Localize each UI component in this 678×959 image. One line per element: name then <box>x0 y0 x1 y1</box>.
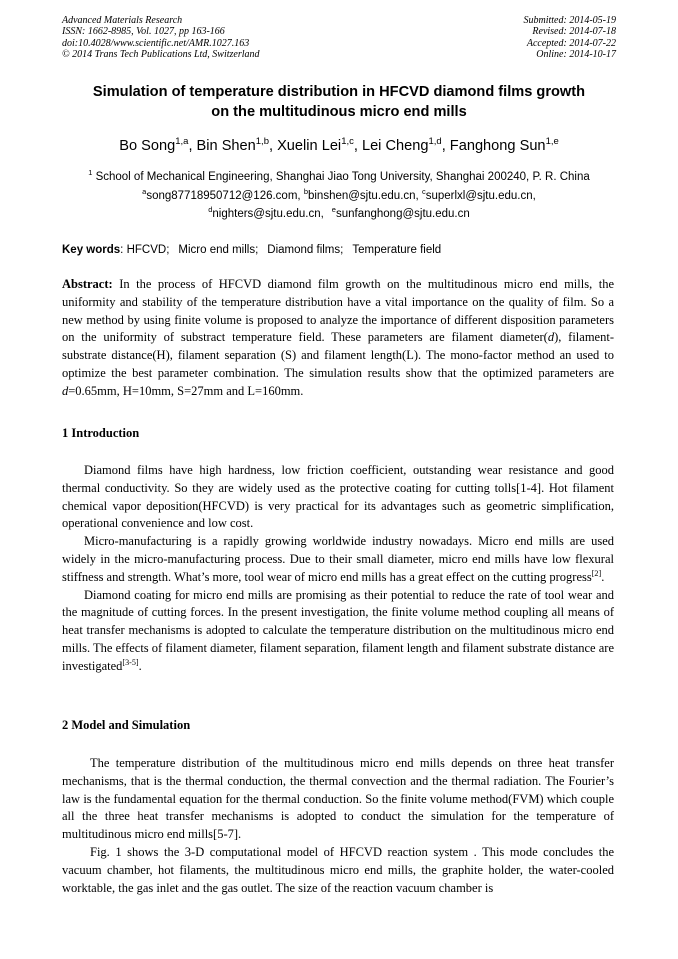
paragraph: The temperature distribution of the multitudinous micro end mills depends on three heat transfer mechanisms, that is the thermal conduction, the thermal convection and the thermal radiation. The Fourier’s law is the fundamental equation for the thermal conduction. So the finite volume method(FVM) which couple all the three heat transfer mechanisms is adopted to conduct the simulation for the temperature of multitudinous micro end mills[5-7]. <box>62 756 614 842</box>
abstract-text: =0.65mm, H=10mm, S=27mm and L=160mm. <box>68 383 304 398</box>
keyword: Temperature field <box>352 244 442 256</box>
citation: [3-5] <box>122 657 139 667</box>
paragraph-text: Diamond coating for micro end mills are promising as their potential to reduce the rate of tool wear and the magnitude of cutting forces. In the present investigation, the finite volume method coupling all means of heat transfer mechanisms is adopted to calculate the temperature distribution on the multitudinous micro end mills. The effects of filament diameter, filament separation, filament length and filament substrate distance are investigated <box>62 587 614 673</box>
author-affiliation-mark: 1,c <box>341 136 354 148</box>
author-affiliation-mark: 1,d <box>428 136 442 148</box>
email-link[interactable]: sunfanghong@sjtu.edu.cn <box>335 208 470 220</box>
affiliation <box>40 170 638 185</box>
paragraph: Fig. 1 shows the 3-D computational model of HFCVD reaction system . This mode concludes the vacuum chamber, hot filaments, the multitudinous micro end mills, the graphite holder, the water-cooled worktable, the gas inlet and the gas outlet. The size of the reaction vacuum chamber is <box>62 844 614 895</box>
journal-header <box>62 15 260 61</box>
model-body <box>62 755 614 897</box>
submitted-date: Submitted: 2014-05-19 <box>523 15 616 26</box>
abstract-symbol: d <box>62 383 69 398</box>
paper-title <box>40 82 638 122</box>
keyword: Diamond films; <box>267 244 344 256</box>
copyright-line: © 2014 Trans Tech Publications Ltd, Switzerland <box>62 49 260 61</box>
author-name: Bo Song <box>119 138 176 154</box>
paragraph-text: . <box>138 658 142 673</box>
abstract-text: ), filament-substrate distance(H), filament separation (S) and filament length(L). The mono-factor method an used to optimize the best parameter combination. The simulation results show that the optimized parameters are <box>62 330 614 380</box>
title-line: on the multitudinous micro end mills <box>211 104 467 120</box>
author-affiliation-mark: 1,b <box>255 136 269 148</box>
abstract-text: In the process of HFCVD diamond film growth on the multitudinous micro end mills, the uniformity and stability of the temperature distribution have a vital importance on the quality of film. So a new method by using finite volume is proposed to analyze the importance of different disposition parameters on the uniformity of substract temperature field. These parameters are filament diameter( <box>62 277 614 345</box>
paragraph: Diamond films have high hardness, low friction coefficient, outstanding wear resistance and good thermal conductivity. So they are widely used as the protective coating for cutting tolls[1-4]. Hot filament chemical vapor deposition(HFCVD) is very practical for its advantages such as geometric simplification, operational convenience and low cost. <box>62 463 614 531</box>
abstract-label: Abstract: <box>62 277 113 291</box>
abstract <box>62 276 614 401</box>
author-name: Lei Cheng <box>361 138 429 154</box>
abstract-symbol: d <box>547 330 555 345</box>
section-heading-model-and-simulation: 2 Model and Simulation <box>62 718 191 732</box>
email-mark: b <box>303 187 308 197</box>
email-link[interactable]: superlxl@sjtu.edu.cn, <box>425 190 536 202</box>
keywords-label: Key words <box>62 244 121 256</box>
affiliation-text: School of Mechanical Engineering, Shanghai Jiao Tong University, Shanghai 200240, P. R. China <box>95 171 590 183</box>
author-name: Fanghong Sun <box>449 138 546 154</box>
keyword: HFCVD; <box>126 244 170 256</box>
submission-dates <box>524 15 617 61</box>
author-affiliation-mark: 1,e <box>545 136 559 148</box>
paragraph-text: Micro-manufacturing is a rapidly growing worldwide industry nowadays. Micro end mills are used widely in the micro-manufacturing process. Due to their small diameter, micro end mills have low flexural stiffness and strength. What’s more, tool wear of micro end mills has a great effect on the cutting progress <box>62 534 614 584</box>
email-mark: e <box>331 205 336 215</box>
author-name: Bin Shen <box>196 138 256 154</box>
email-mark: d <box>208 205 213 215</box>
introduction-body <box>62 462 614 676</box>
author-list: Bo Song$^{1,a}$, Bin Shen$^{1,b}$, Xuelin Lei$^{1,c}$, Lei Cheng$^{1,d}$, Fanghong Sun$^{1,e}$ <box>119 136 559 154</box>
keywords <box>62 243 441 258</box>
email-line <box>40 207 638 222</box>
doi-line[interactable]: doi:10.4028/www.scientific.net/AMR.1027.163 <box>62 37 250 49</box>
citation: [2] <box>591 568 602 578</box>
accepted-date: Accepted: 2014-07-22 <box>526 37 616 49</box>
paragraph-text: . <box>601 569 605 584</box>
email-mark: a <box>142 187 147 197</box>
section-heading-introduction: 1 Introduction <box>62 426 140 440</box>
journal-name: Advanced Materials Research <box>62 15 183 26</box>
paragraph <box>62 533 614 586</box>
issn-line: ISSN: 1662-8985, Vol. 1027, pp 163-166 <box>62 26 225 38</box>
email-link[interactable]: binshen@sjtu.edu.cn, <box>307 190 419 202</box>
author-name: Xuelin Lei <box>277 138 342 154</box>
email-link[interactable]: song87718950712@126.com, <box>146 190 301 202</box>
email-line <box>40 189 638 204</box>
email-mark: c <box>421 187 426 197</box>
author-affiliation-mark: 1,a <box>175 136 189 148</box>
keyword: Micro end mills; <box>178 244 259 256</box>
keywords-colon: : <box>120 244 124 256</box>
revised-date: Revised: 2014-07-18 <box>532 26 616 38</box>
paragraph <box>62 587 614 676</box>
online-date: Online: 2014-10-17 <box>536 49 616 61</box>
email-link[interactable]: nighters@sjtu.edu.cn, <box>212 208 324 220</box>
title-line: Simulation of temperature distribution in HFCVD diamond films growth <box>92 84 586 100</box>
affiliation-mark: 1 <box>88 168 93 178</box>
